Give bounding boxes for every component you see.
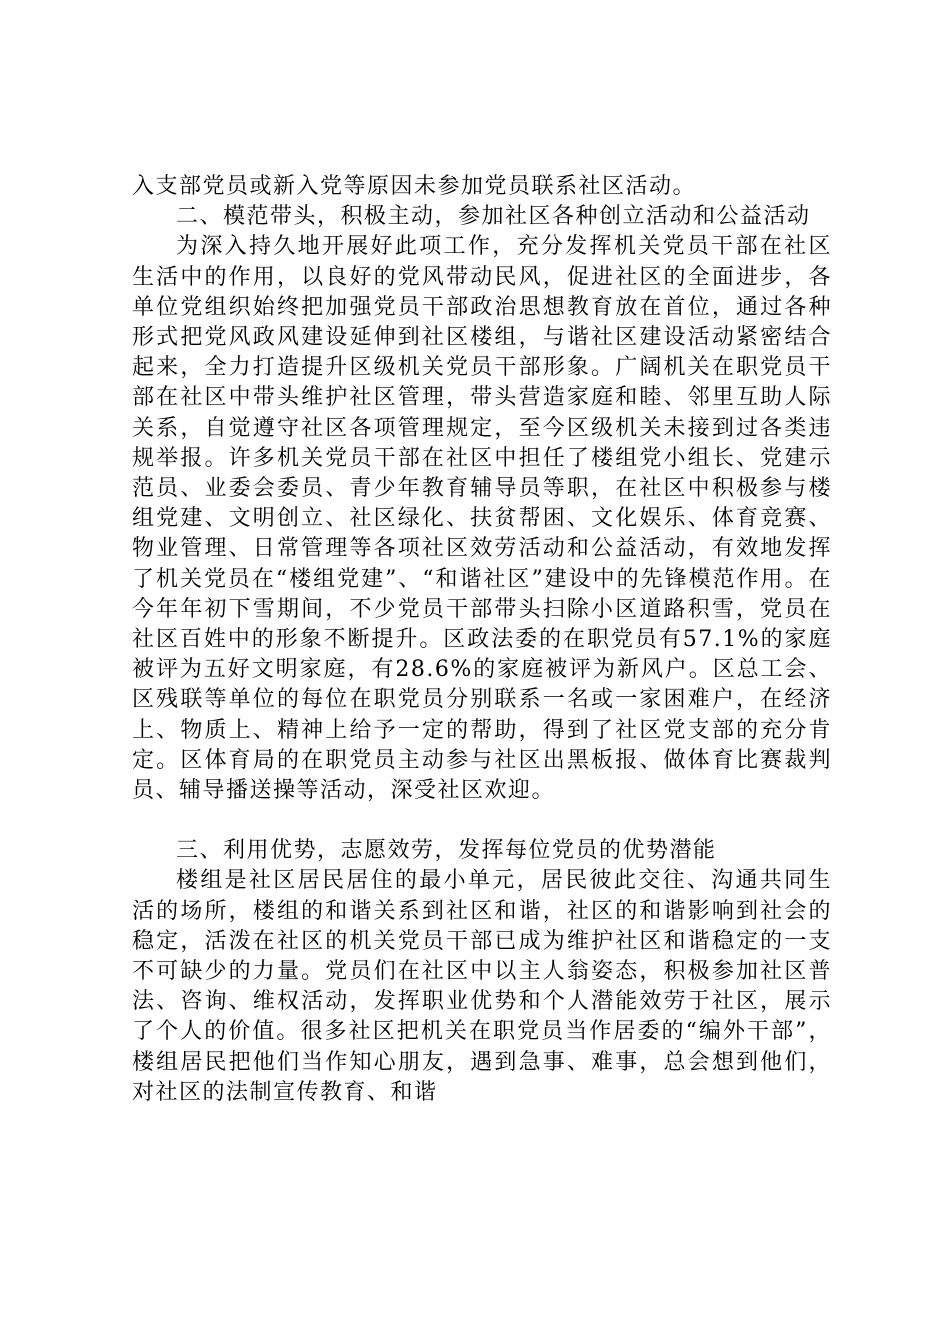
- paragraph-spacer: [132, 806, 832, 836]
- paragraph-section-3-body: 楼组是社区居民居住的最小单元，居民彼此交往、沟通共同生活的场所，楼组的和谐关系到社区和谐，社区的和谐影响到社会的稳定，活泼在社区的机关党员干部已成为维护社区和谐稳定的一支不可缺少的力量。党员们在社区中以主人翁姿态，积极参加社区普法、咨询、维权活动，发挥职业优势和个人潜能效劳于社区，展示了个人的价值。很多社区把机关在职党员当作居委的“编外干部”，楼组居民把他们当作知心朋友，遇到急事、难事，总会想到他们，对社区的法制宣传教育、和谐: [132, 868, 832, 1105]
- paragraph-section-2-body: 为深入持久地开展好此项工作，充分发挥机关党员干部在社区生活中的作用，以良好的党风带动民风，促进社区的全面进步，各单位党组织始终把加强党员干部政治思想教育放在首位，通过各种形式把党风政风建设延伸到社区楼组，与谐社区建设活动紧密结合起来，全力打造提升区级机关党员干部形象。广阔机关在职党员干部在社区中带头维护社区管理，带头营造家庭和睦、邻里互助人际关系，自觉遵守社区各项管理规定，至今区级机关未接到过各类违规举报。许多机关党员干部在社区中担任了楼组党小组长、党建示范员、业委会委员、青少年教育辅导员等职，在社区中积极参与楼组党建、文明创立、社区绿化、扶贫帮困、文化娱乐、体育竞赛、物业管理、日常管理等各项社区效劳活动和公益活动，有效地发挥了机关党员在“楼组党建”、“和谐社区”建设中的先锋模范作用。在今年年初下雪期间，不少党员干部带头扫除小区道路积雪，党员在社区百姓中的形象不断提升。区政法委的在职党员有57.1%的家庭被评为五好文明家庭，有28.6%的家庭被评为新风户。区总工会、区残联等单位的每位在职党员分别联系一名或一家困难户，在经济上、物质上、精神上给予一定的帮助，得到了社区党支部的充分肯定。区体育局的在职党员主动参与社区出黑板报、做体育比赛裁判员、辅导播送操等活动，深受社区欢迎。: [132, 234, 832, 804]
- document-body: [132, 172, 832, 1108]
- section-heading-2: 二、模范带头，积极主动，参加社区各种创立活动和公益活动: [176, 204, 811, 230]
- paragraph-continuation: 入支部党员或新入党等原因未参加党员联系社区活动。: [132, 174, 697, 199]
- section-heading-3: 三、利用优势，志愿效劳，发挥每位党员的优势潜能: [176, 838, 717, 864]
